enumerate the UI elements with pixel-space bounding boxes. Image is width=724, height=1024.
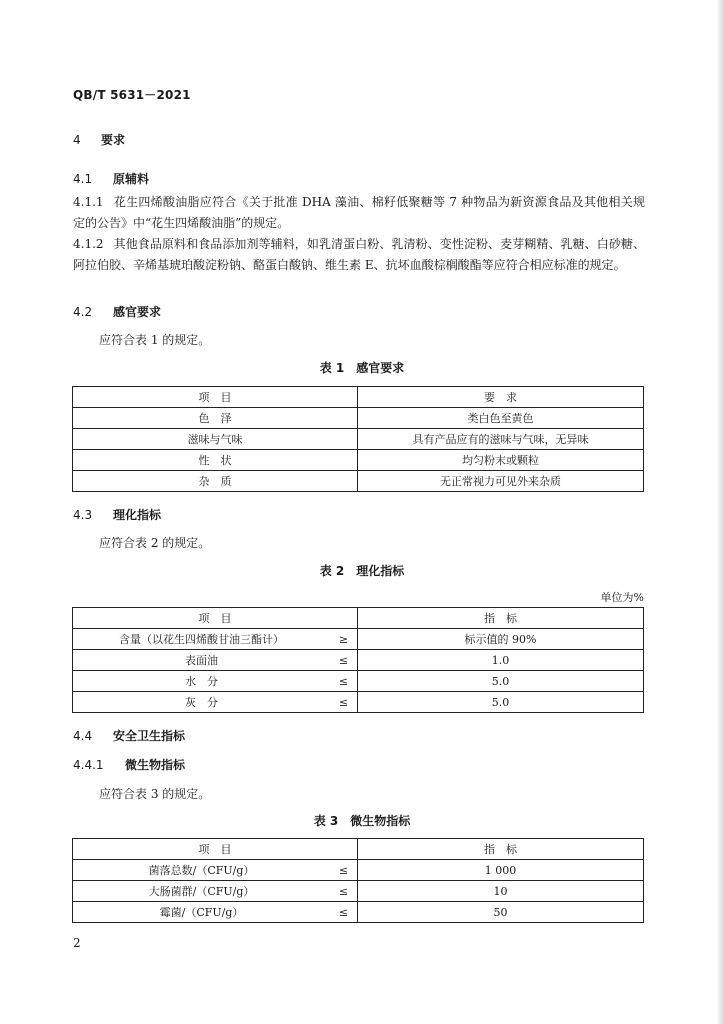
table-cell: 类白色至黄色: [358, 408, 644, 429]
page-number: 2: [73, 936, 81, 950]
section-number: 4.4: [73, 729, 93, 743]
clause-number: 4.1.1: [73, 195, 104, 209]
table-header-cell: 指 标: [358, 608, 644, 629]
section-4-2-heading: [73, 303, 161, 320]
table-cell: 菌落总数/（CFU/g）: [73, 860, 331, 881]
table-cell: 均匀粉末或颗粒: [358, 450, 644, 471]
section-4-heading: [73, 131, 125, 148]
table-cell-operator: ≤: [330, 671, 358, 692]
table-row: [73, 860, 644, 881]
table-header-row: [73, 839, 644, 860]
table-row: [73, 629, 644, 650]
table-header-cell: 项 目: [73, 608, 358, 629]
table-cell: 1 000: [358, 860, 644, 881]
table-header-cell: 项 目: [73, 387, 358, 408]
section-number: 4.2: [73, 305, 93, 319]
section-4-3-note: 应符合表 2 的规定。: [99, 536, 211, 550]
table-cell: 5.0: [358, 692, 644, 713]
section-4-4-heading: [73, 727, 185, 744]
table-row: [73, 650, 644, 671]
table-1-caption: 表 1 感官要求: [319, 361, 405, 375]
table-cell: 10: [358, 881, 644, 902]
section-number: 4.1: [73, 172, 93, 186]
table-header-cell: 要 求: [358, 387, 644, 408]
table-cell: 滋味与气味: [73, 429, 358, 450]
table-cell: 霉菌/（CFU/g）: [73, 902, 331, 923]
section-title: 安全卫生指标: [113, 729, 186, 743]
table-3-microbial: [72, 838, 644, 923]
table-row: [73, 408, 644, 429]
table-cell: 含量（以花生四烯酸甘油三酯计）: [73, 629, 331, 650]
section-title: 理化指标: [113, 508, 162, 522]
table-cell: 无正常视力可见外来杂质: [358, 471, 644, 492]
page-edge-shadow: [718, 0, 724, 1024]
clause-text: 其他食品原料和食品添加剂等辅料，如乳清蛋白粉、乳清粉、变性淀粉、麦芽糊精、乳糖、白砂糖、阿拉伯胶、辛烯基琥珀酸淀粉钠、酪蛋白酸钠、维生素 E、抗坏血酸棕榈酸酯等应符合相应标准的规定。: [73, 237, 645, 272]
section-number: 4: [73, 133, 81, 147]
table-cell-operator: ≥: [330, 629, 358, 650]
table-cell: 1.0: [358, 650, 644, 671]
section-title: 微生物指标: [125, 758, 186, 772]
table-cell: 灰 分: [73, 692, 331, 713]
section-4-2-note: 应符合表 1 的规定。: [99, 333, 211, 347]
table-cell: 性 状: [73, 450, 358, 471]
table-cell-operator: ≤: [330, 692, 358, 713]
table-cell: 大肠菌群/（CFU/g）: [73, 881, 331, 902]
table-cell-operator: ≤: [330, 860, 358, 881]
section-title: 要求: [101, 133, 126, 147]
table-row: [73, 692, 644, 713]
clause-text: 花生四烯酸油脂应符合《关于批准 DHA 藻油、棉籽低聚糖等 7 种物品为新资源食品及其他相关规定的公告》中“花生四烯酸油脂”的规定。: [73, 195, 645, 230]
table-header-cell: 指 标: [358, 839, 644, 860]
table-1-sensory: [72, 386, 644, 492]
table-row: [73, 450, 644, 471]
table-header-row: [73, 387, 644, 408]
clause-4-1-2: [73, 234, 645, 276]
table-row: [73, 471, 644, 492]
table-2-caption: 表 2 理化指标: [319, 564, 405, 578]
table-cell: 杂 质: [73, 471, 358, 492]
section-title: 感官要求: [113, 305, 162, 319]
table-cell: 50: [358, 902, 644, 923]
table-cell: 标示值的 90%: [358, 629, 644, 650]
table-cell: 色 泽: [73, 408, 358, 429]
section-4-1-heading: [73, 170, 149, 187]
section-title: 原辅料: [113, 172, 150, 186]
table-3-caption: 表 3 微生物指标: [313, 814, 411, 828]
table-2-physicochemical: [72, 607, 644, 713]
section-number: 4.4.1: [73, 758, 104, 772]
table-row: [73, 429, 644, 450]
table-header-cell: 项 目: [73, 839, 358, 860]
section-number: 4.3: [73, 508, 93, 522]
clause-number: 4.1.2: [73, 237, 104, 251]
table-row: [73, 671, 644, 692]
table-row: [73, 881, 644, 902]
table-cell: 具有产品应有的滋味与气味，无异味: [358, 429, 644, 450]
table-2-unit: 单位为%: [600, 591, 644, 604]
section-4-3-heading: [73, 506, 161, 523]
table-header-row: [73, 608, 644, 629]
clause-4-1-1: [73, 192, 645, 234]
table-cell-operator: ≤: [330, 650, 358, 671]
table-cell: 表面油: [73, 650, 331, 671]
table-cell: 5.0: [358, 671, 644, 692]
table-row: [73, 902, 644, 923]
table-cell-operator: ≤: [330, 881, 358, 902]
section-4-4-1-heading: [73, 756, 185, 773]
document-code: QB/T 5631－2021: [73, 88, 191, 102]
table-cell-operator: ≤: [330, 902, 358, 923]
section-4-4-1-note: 应符合表 3 的规定。: [99, 787, 211, 801]
table-cell: 水 分: [73, 671, 331, 692]
